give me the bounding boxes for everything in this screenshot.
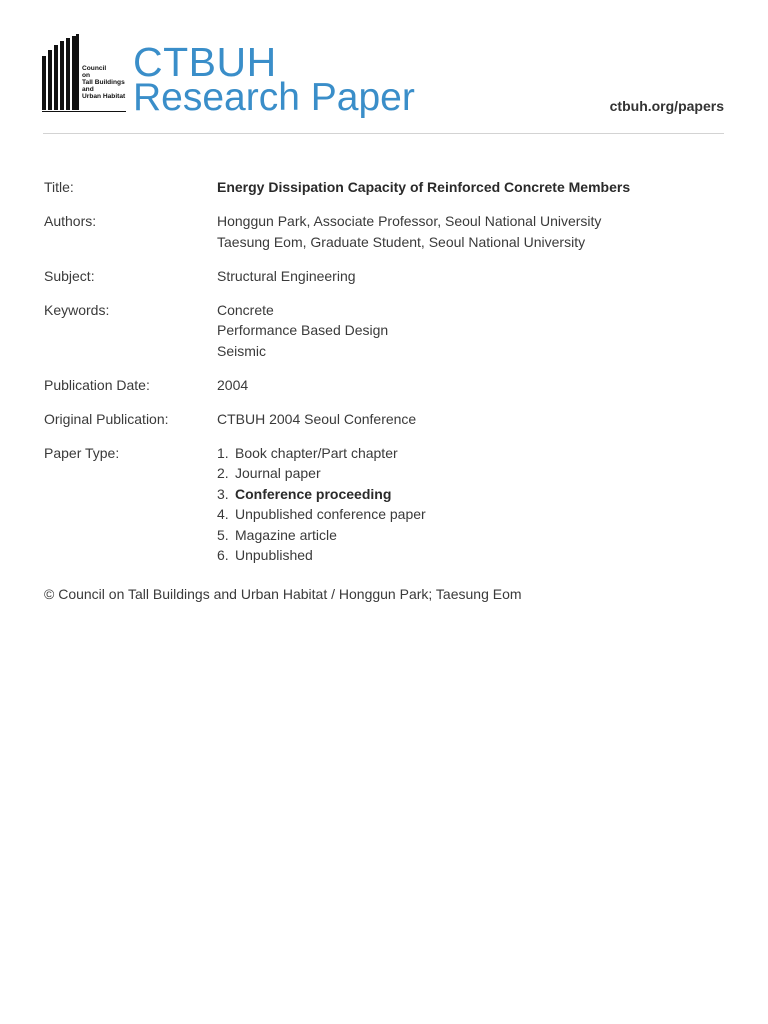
title-row [44,177,724,198]
paper-type-item-selected: 3. Conference proceeding [217,485,392,502]
logo-text: Council on Tall Buildings and Urban Habitat [82,65,126,100]
authors-value [217,211,724,252]
authors-row [44,211,724,252]
keyword: Concrete [217,301,274,318]
keywords-label: Keywords: [44,301,110,318]
paper-type-label: Paper Type: [44,444,120,461]
keywords-value [217,300,724,362]
subject-row [44,266,724,287]
original-publication-value: CTBUH 2004 Seoul Conference [217,410,417,427]
keyword: Seismic [217,342,267,359]
header-divider [43,133,724,134]
brand-subtitle: Research Paper [133,76,415,119]
author-line: Honggun Park, Associate Professor, Seoul National University [217,213,602,229]
paper-type-list [217,443,724,566]
keyword: Performance Based Design [217,322,389,338]
paper-type-item: 5. Magazine article [217,526,337,543]
title-label: Title: [44,179,74,195]
subject-label: Subject: [44,267,95,284]
author-line: Taesung Eom, Graduate Student, Seoul National University [217,233,586,250]
original-publication-label: Original Publication: [44,410,169,427]
subject-value: Structural Engineering [217,267,356,284]
page-header [0,0,768,140]
paper-type-item: 1. Book chapter/Part chapter [217,444,398,461]
metadata-table [44,177,724,579]
site-link[interactable]: ctbuh.org/papers [609,98,724,114]
publication-date-value: 2004 [217,376,249,393]
copyright-notice: © Council on Tall Buildings and Urban Habitat / Honggun Park; Taesung Eom [44,586,522,602]
paper-type-item: 4. Unpublished conference paper [217,506,426,522]
brand-title: CTBUH [133,39,277,85]
paper-type-item: 2. Journal paper [217,465,321,481]
original-publication-row [44,409,724,430]
publication-date-label: Publication Date: [44,376,150,393]
publication-date-row [44,375,724,396]
paper-type-item: 6. Unpublished [217,547,313,563]
paper-type-value [217,443,724,566]
authors-label: Authors: [44,213,97,229]
paper-type-row [44,443,724,566]
keywords-row [44,300,724,362]
title-value: Energy Dissipation Capacity of Reinforced Concrete Members [217,179,631,195]
